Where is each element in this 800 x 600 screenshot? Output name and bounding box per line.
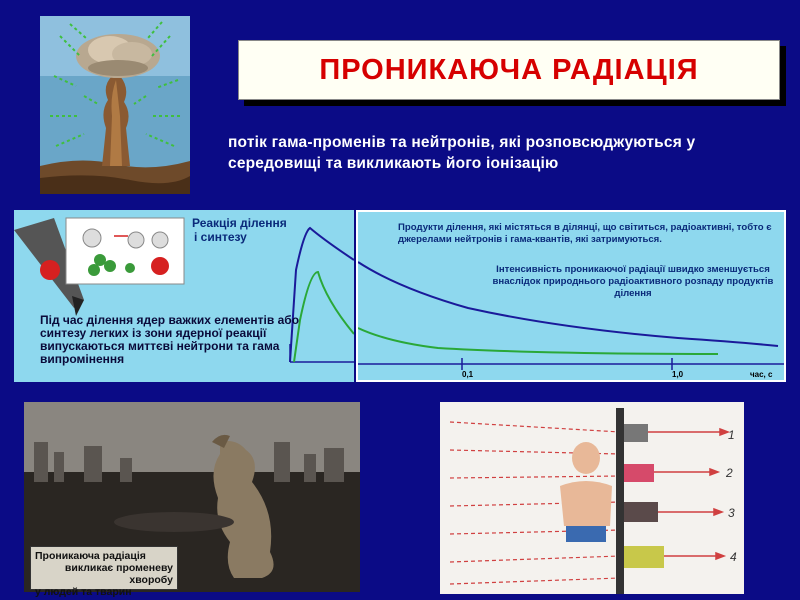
tick-label-1-0: 1,0 xyxy=(672,370,684,379)
title-banner xyxy=(238,40,780,100)
reaction-label-line2: і синтезу xyxy=(194,230,247,244)
subtitle-definition: потік гама-променів та нейтронів, які розповсюджуються у середовищі та викликають його іонізацію xyxy=(228,134,696,172)
fission-description: Під час ділення ядер важких елементів або синтезу легких із зони ядерної реакції випускаються миттєві нейтрони та гама випромінення xyxy=(40,313,300,366)
caption-line3: у людей та тварин xyxy=(35,586,132,598)
radiation-sick-dog-photo xyxy=(24,402,360,598)
caption-line1: Проникаюча радіація xyxy=(35,550,146,562)
page-title: ПРОНИКАЮЧА РАДІАЦІЯ xyxy=(319,53,699,86)
fission-panel xyxy=(14,210,354,382)
reaction-label xyxy=(192,216,287,244)
photo-caption xyxy=(30,546,178,598)
intensity-description: Інтенсивність проникаючої радіації швидко зменшується внаслідок природнього радіоактивного розпаду продуктів ділення xyxy=(492,264,774,299)
tick-label-0-1: 0,1 xyxy=(462,370,474,379)
shield-number-4: 4 xyxy=(730,550,737,564)
shielding-illustration xyxy=(440,402,744,594)
axis-label-time: час, с xyxy=(750,370,773,379)
shield-number-1: 1 xyxy=(728,428,735,442)
shield-number-3: 3 xyxy=(728,506,735,520)
shield-number-2: 2 xyxy=(726,466,733,480)
reaction-label-line1: Реакція ділення xyxy=(192,216,287,230)
decay-panel xyxy=(356,210,786,382)
products-description: Продукти ділення, які містяться в ділянці, що світиться, радіоактивні, тобто є джерелами нейтронів і гама-квантів, які затримуються. xyxy=(398,222,772,245)
caption-line2: викликає променеву хворобу xyxy=(64,562,173,586)
mushroom-cloud-illustration xyxy=(40,16,190,194)
secondary-curve xyxy=(358,328,718,354)
